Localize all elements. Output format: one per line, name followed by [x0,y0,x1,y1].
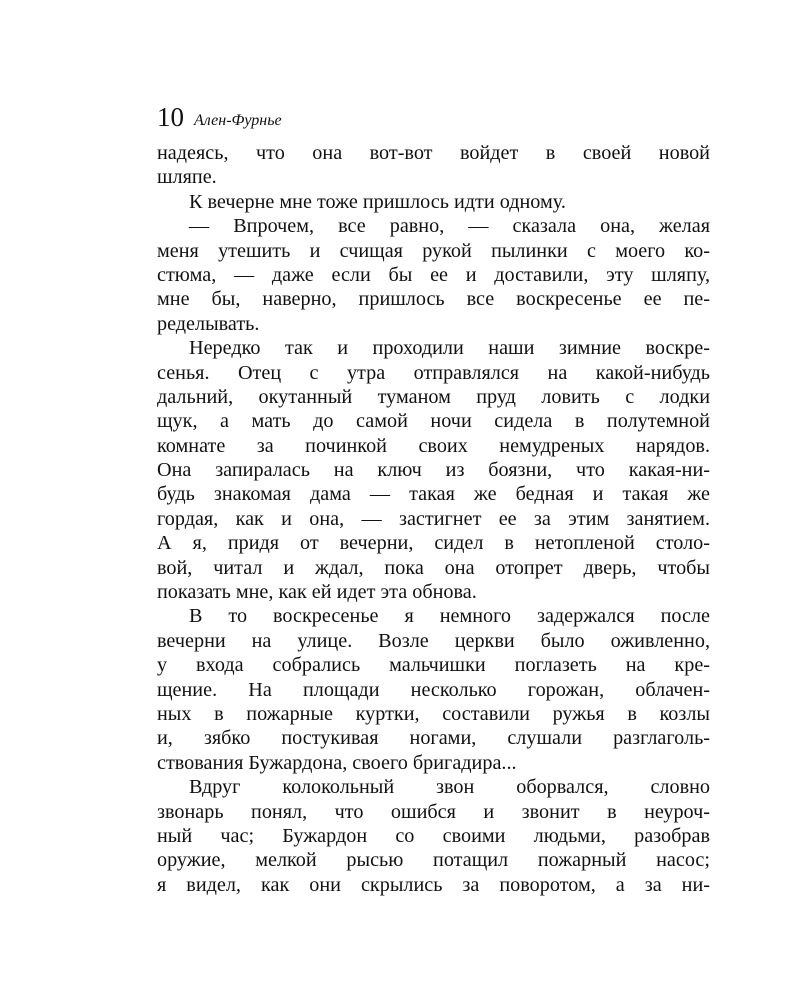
text-line: Вдруг колокольный звон оборвался, словно [189,776,710,799]
text-line: будь знакомая дама — такая же бедная и такая же [157,483,710,506]
text-line: ределывать. [157,312,260,335]
text-line: гордая, как и она, — застигнет ее за этим занятием. [157,507,710,530]
text-line: вечерни на улице. Возле церкви было оживленно, [157,629,710,652]
text-line: щук, а мать до самой ночи сидела в полутемной [157,410,710,433]
text-line: мне бы, наверно, пришлось все воскресенье ее пе- [157,288,710,311]
text-line: оружие, мелкой рысью потащил пожарный насос; [157,849,710,872]
text-line: щение. На площади несколько горожан, облачен- [157,678,710,701]
text-line: надеясь, что она вот-вот войдет в своей новой [157,142,710,164]
text-line: комнате за починкой своих немудреных нарядов. [157,434,710,457]
text-line: К вечерне мне тоже пришлось идти одному. [189,190,566,213]
text-line: меня утешить и счищая рукой пылинки с моего ко- [157,239,710,262]
text-line: ных в пожарные куртки, составили ружья в козлы [157,702,710,725]
text-line: В то воскресенье я немного задержался после [189,605,710,628]
text-line: звонарь понял, что ошибся и звонит в неуроч- [157,800,710,823]
text-line: сенья. Отец с утра отправлялся на какой-нибудь [157,361,710,384]
text-line: и, зябко постукивая ногами, слушали разглаголь- [157,727,710,750]
text-line: Нередко так и проходили наши зимние воскре- [189,337,710,360]
text-line: вой, читал и ждал, пока она отопрет дверь, чтобы [157,556,710,579]
text-line: — Впрочем, все равно, — сказала она, желая [189,215,710,238]
text-line: стюма, — даже если бы ее и доставили, эту шляпу, [157,263,710,286]
page-number: 10 [157,102,184,132]
text-line: у входа собрались мальчишки поглазеть на кре- [157,654,710,677]
text-line: шляпе. [157,166,217,189]
text-line: ствования Бужардона, своего бригадира... [157,751,517,774]
text-line: А я, придя от вечерни, сидел в нетопленой столо- [157,532,710,555]
running-title: Ален-Фурнье [194,112,282,129]
text-line: Она запиралась на ключ из боязни, что какая-ни- [157,459,710,482]
text-line: показать мне, как ей идет эта обнова. [157,581,477,604]
text-line: я видел, как они скрылись за поворотом, а за ни- [157,873,710,896]
text-line: ный час; Бужардон со своими людьми, разобрав [157,824,710,847]
body-text [157,141,710,897]
running-head [157,100,717,134]
text-line: дальний, окутанный туманом пруд ловить с лодки [157,385,710,408]
